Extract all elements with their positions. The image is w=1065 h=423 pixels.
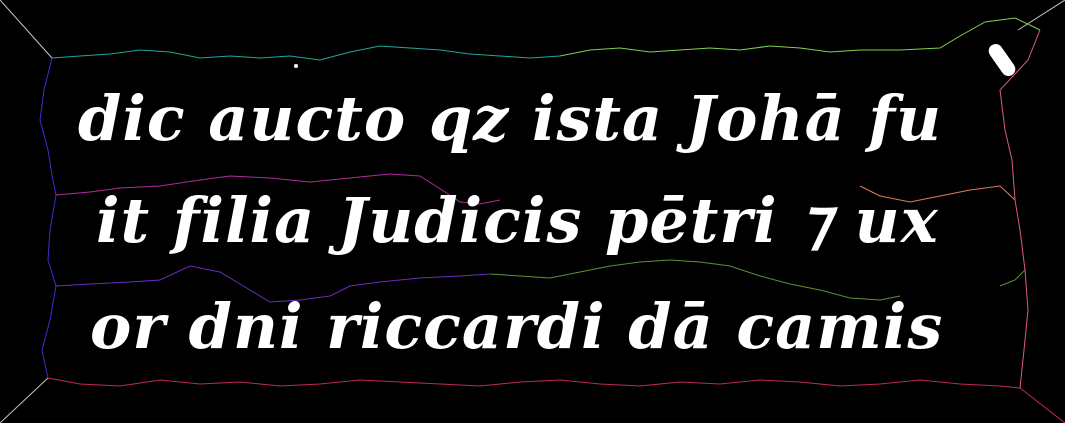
ink-dot-top <box>294 64 298 68</box>
handwritten-line-1: dic aucto qz ista Johā fu <box>78 82 943 155</box>
corner-line-top-right <box>1018 0 1065 30</box>
corner-line-bottom-left <box>0 378 48 423</box>
handwritten-line-3: or dni riccardi dā camis <box>90 290 944 363</box>
bottom-outline <box>48 378 1020 388</box>
left-outline <box>40 58 56 378</box>
right-outline <box>1000 30 1040 388</box>
top-outline <box>52 46 560 60</box>
line-separator-2-right <box>1000 270 1025 286</box>
top-outline-right <box>560 18 1040 56</box>
corner-line-top-left <box>0 0 52 58</box>
corner-line-bottom-right <box>1020 388 1065 423</box>
handwritten-line-2: it filia Judicis pētri ⁊ ux <box>96 184 939 257</box>
